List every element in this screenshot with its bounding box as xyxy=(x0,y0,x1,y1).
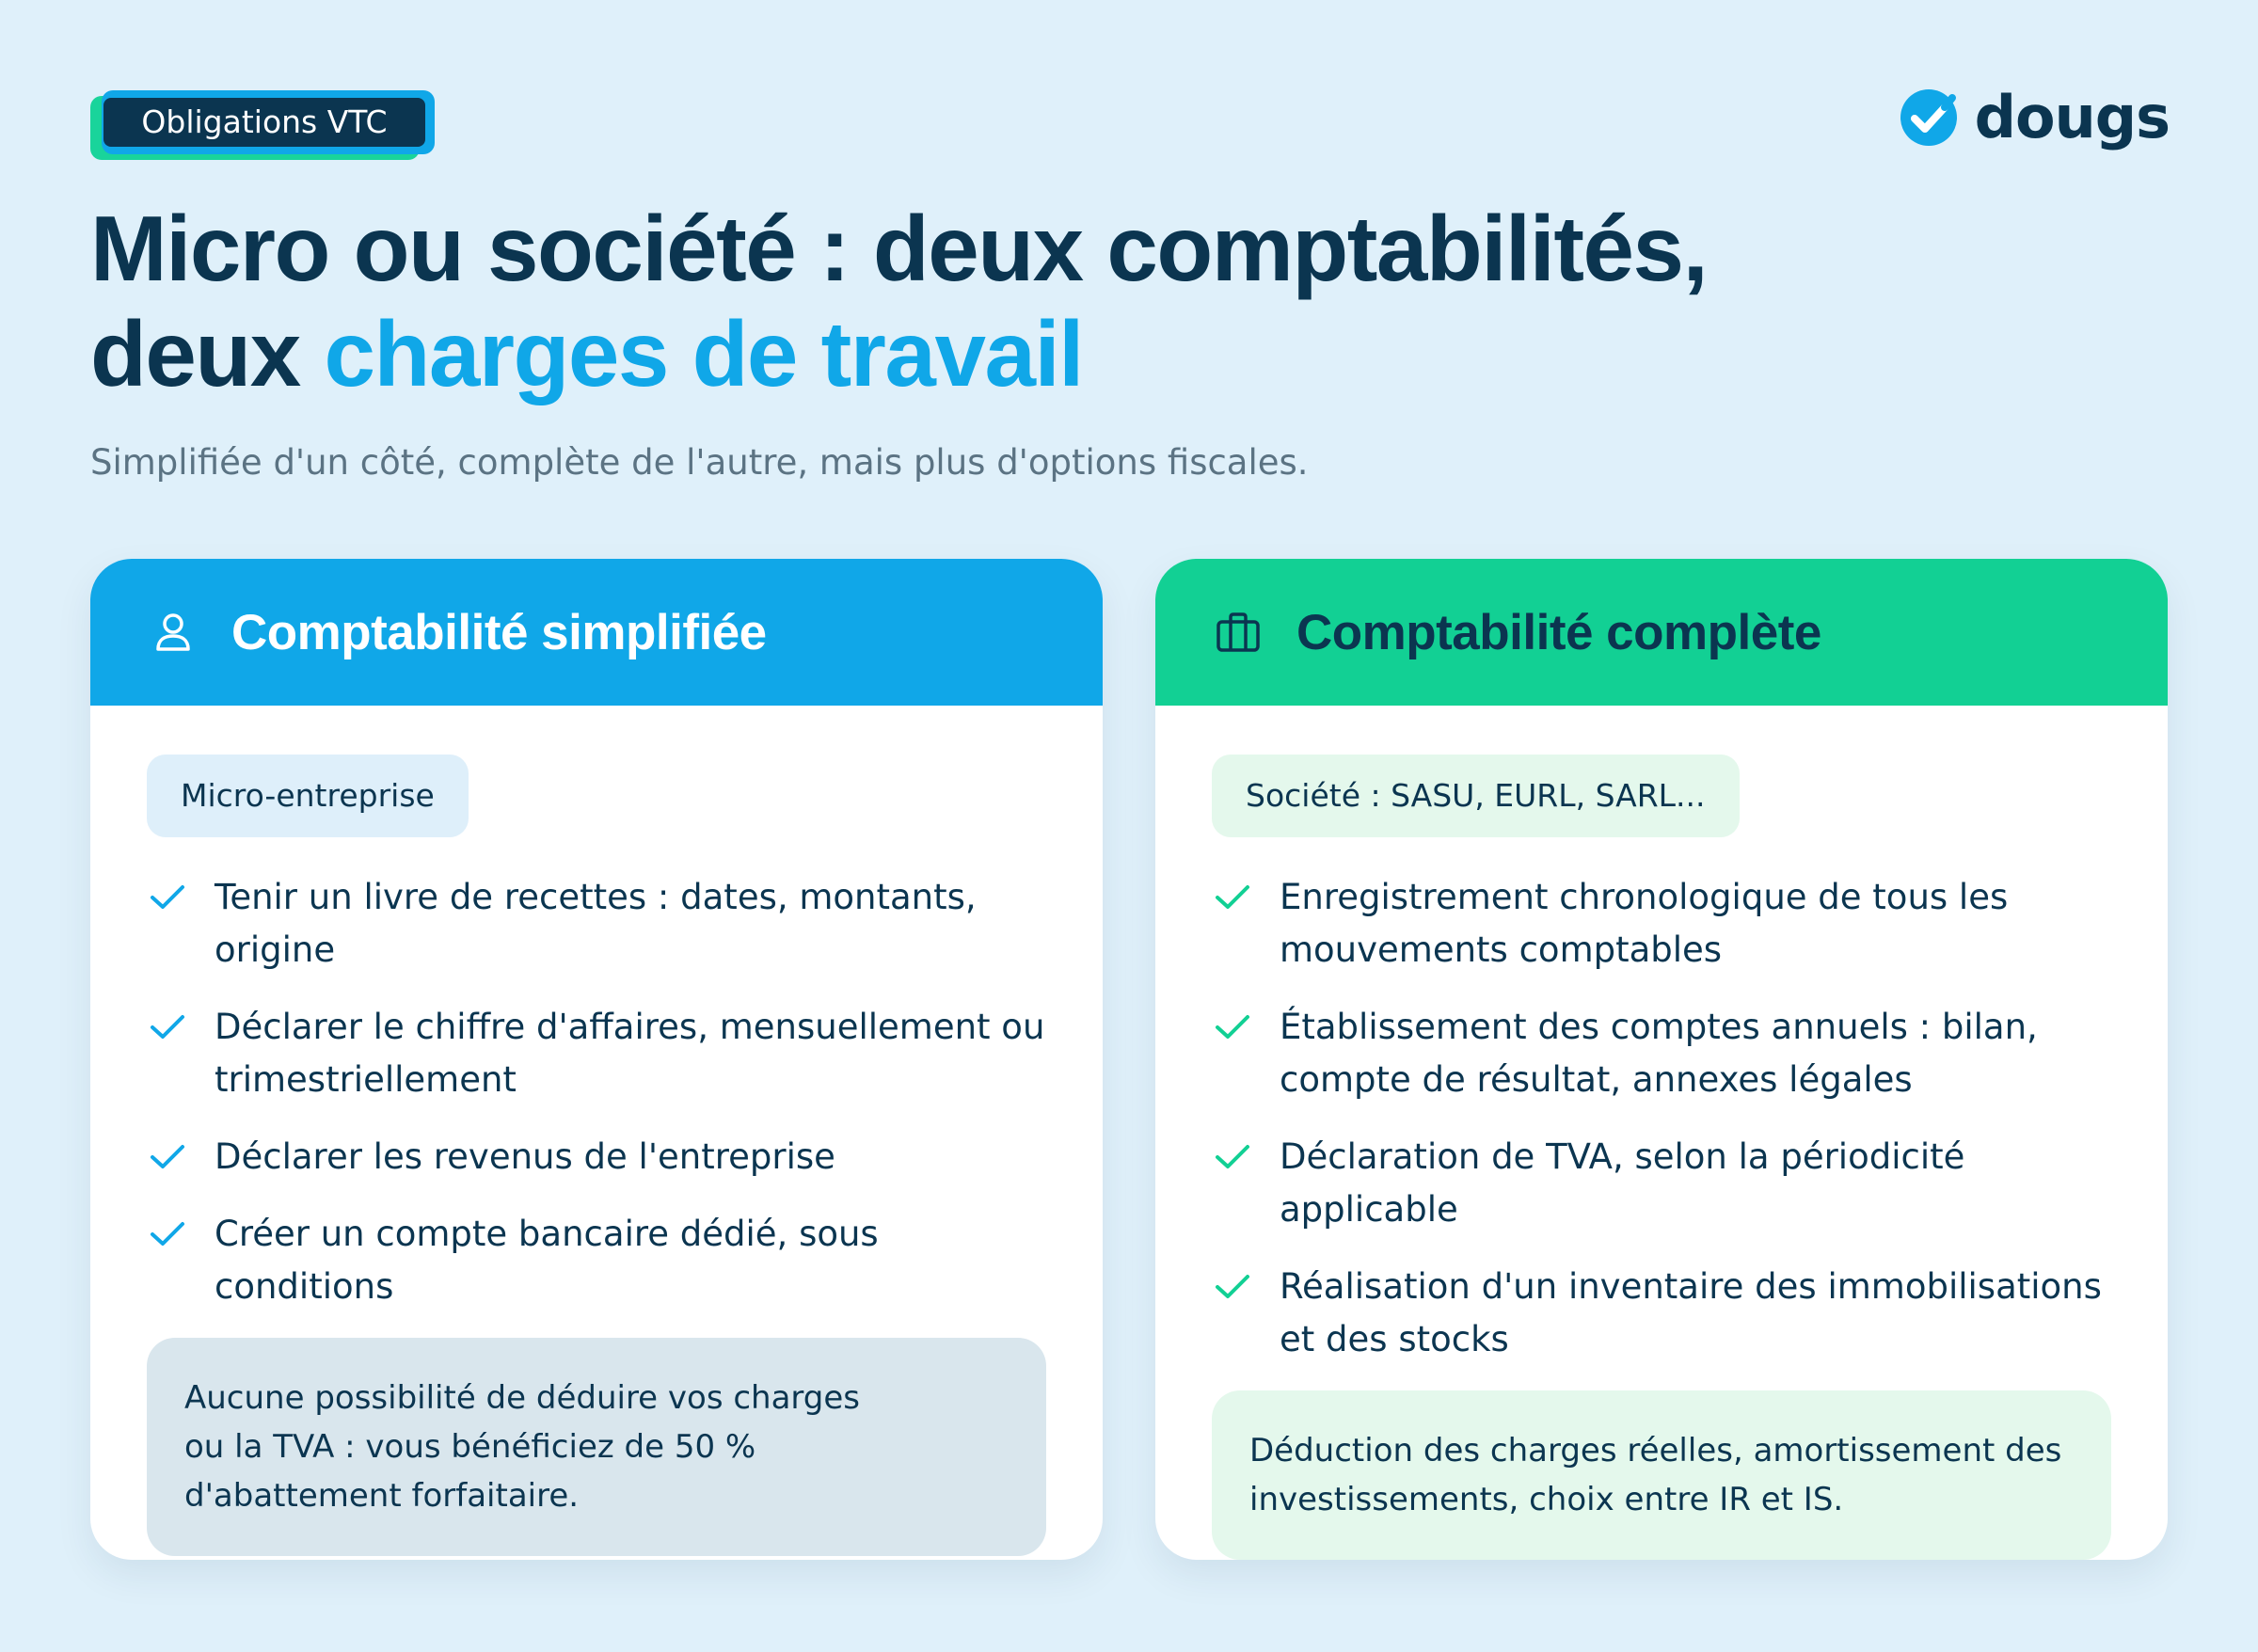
list-item xyxy=(1212,1261,2111,1366)
list-item-text: Déclarer les revenus de l'entreprise xyxy=(215,1136,835,1177)
check-icon xyxy=(149,1012,186,1042)
list-item xyxy=(1212,1131,2111,1236)
list-item xyxy=(147,871,1046,977)
check-icon xyxy=(1214,1142,1251,1172)
check-icon xyxy=(1214,1012,1251,1042)
card-title: Comptabilité simplifiée xyxy=(231,604,767,660)
page-title xyxy=(90,196,1878,406)
list-item-text: Déclarer le chiffre d'affaires, mensuellement ou trimestriellement xyxy=(215,1007,1045,1100)
status-tag: Micro-entreprise xyxy=(147,755,469,837)
info-note xyxy=(147,1338,1046,1556)
brand-name: dougs xyxy=(1974,83,2170,151)
card-body xyxy=(90,706,1103,1556)
obligation-list xyxy=(1212,871,2111,1366)
list-item xyxy=(1212,871,2111,977)
list-item-text: Réalisation d'un inventaire des immobilisations et des stocks xyxy=(1280,1266,2102,1359)
title-accent: charges de travail xyxy=(324,302,1083,405)
title-line1: Micro ou société : deux comptabilités, xyxy=(90,197,1708,300)
list-item xyxy=(1212,1001,2111,1106)
check-icon xyxy=(149,1142,186,1172)
card-simplified xyxy=(90,559,1103,1560)
check-icon xyxy=(149,882,186,913)
category-badge xyxy=(90,90,435,160)
status-tag: Société : SASU, EURL, SARL... xyxy=(1212,755,1740,837)
list-item-text: Établissement des comptes annuels : bilan, compte de résultat, annexes légales xyxy=(1280,1007,2038,1100)
check-icon xyxy=(1214,1272,1251,1302)
list-item-text: Tenir un livre de recettes : dates, montants, origine xyxy=(215,877,977,970)
card-header xyxy=(1155,559,2168,706)
badge-label: Obligations VTC xyxy=(103,98,425,147)
list-item-text: Déclaration de TVA, selon la périodicité applicable xyxy=(1280,1136,1965,1230)
check-icon xyxy=(149,1219,186,1249)
user-icon xyxy=(149,608,198,657)
list-item-text: Créer un compte bancaire dédié, sous conditions xyxy=(215,1214,879,1307)
note-text: Déduction des charges réelles, amortissement des investissements, choix entre IR et IS. xyxy=(1249,1432,2062,1518)
card-header xyxy=(90,559,1103,706)
list-item xyxy=(147,1208,1046,1313)
card-title: Comptabilité complète xyxy=(1296,604,1821,660)
page-subtitle: Simplifiée d'un côté, complète de l'autre, mais plus d'options fiscales. xyxy=(90,442,1309,483)
list-item xyxy=(147,1131,1046,1183)
list-item-text: Enregistrement chronologique de tous les mouvements comptables xyxy=(1280,877,2009,970)
info-note xyxy=(1212,1390,2111,1560)
obligation-list xyxy=(147,871,1046,1313)
check-badge-icon xyxy=(1898,87,1960,149)
list-item xyxy=(147,1001,1046,1106)
note-text: Aucune possibilité de déduire vos charges ou la TVA : vous bénéficiez de 50 % d'abattement forfaitaire. xyxy=(184,1379,861,1515)
brand-logo xyxy=(1898,83,2170,151)
check-icon xyxy=(1214,882,1251,913)
title-line2-prefix: deux xyxy=(90,302,325,405)
card-body xyxy=(1155,706,2168,1560)
card-complete xyxy=(1155,559,2168,1560)
briefcase-icon xyxy=(1214,608,1263,657)
